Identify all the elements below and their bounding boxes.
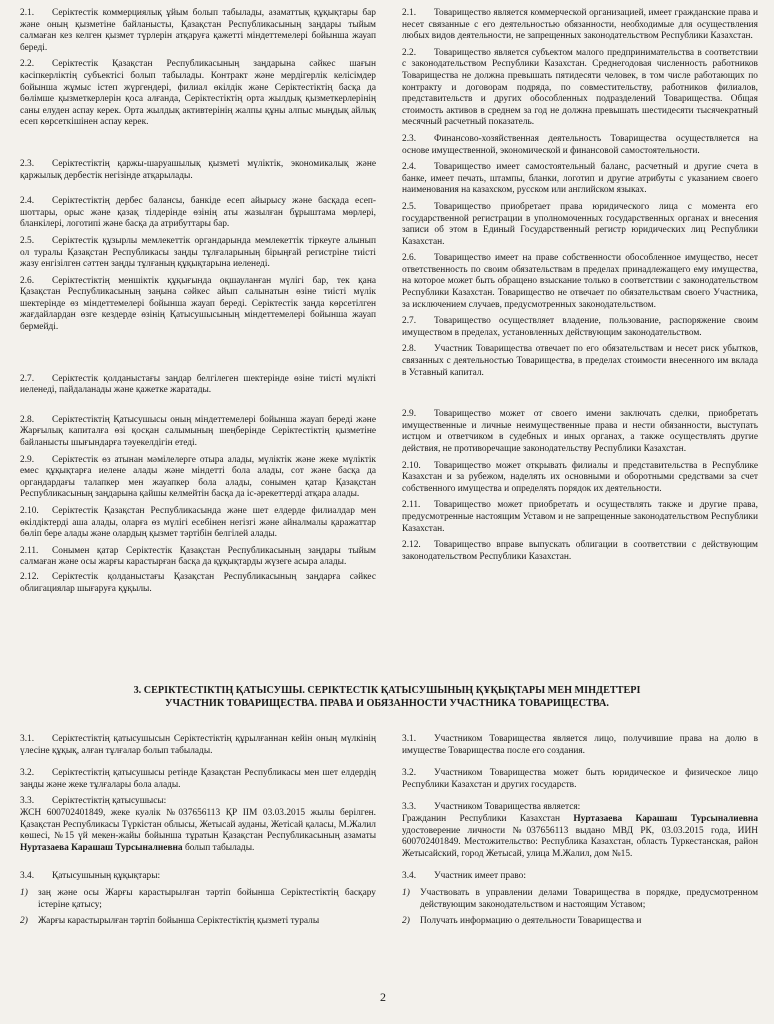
- section-heading-russian: УЧАСТНИК ТОВАРИЩЕСТВА. ПРАВА И ОБЯЗАННОСТИ УЧАСТНИКА ТОВАРИЩЕСТВА.: [165, 698, 609, 709]
- kazakh-column-section-3: [20, 734, 376, 933]
- paragraph: 3.2. Серіктестіктің қатысушысы ретінде Қазақстан Республикасы мен шет елдердің заңды және жеке тұлғалары бола алады.: [20, 768, 376, 790]
- paragraph-2-12: 2.12. Серіктестік қолданыстағы Қазақстан Республикасының заңдарға сәйкес облигациялар шығаруға құқылы.: [20, 571, 376, 594]
- paragraph-2-1: 2.1. Товарищество является коммерческой организацией, имеет гражданские права и несет связанные с его деятельностью обязанности, необходимые для осуществления любых видов деятельности, не запрещенных законодательством Республики Казахстан.: [402, 8, 758, 42]
- paragraph: 3.4. Қатысушының құқықтары:: [20, 871, 161, 882]
- paragraph-2-5: 2.5. Серіктестік құзырлы мемлекеттік органдарында мемлекеттік тіркеуге алынып ол туралы Қазақстан Республикасы заңды тұлғаларының бірыңғай регистріне тиісті жазу енгізілген сәттен заңды тұлғаның құқықтарына иеленеді.: [20, 235, 376, 270]
- list-item: 2) Получать информацию о деятельности Товарищества и: [402, 916, 642, 927]
- paragraph-2-5: 2.5. Товарищество приобретает права юридического лица с момента его государственной регистрации в уполномоченных государственных органах и внесения записи об этом в Единый Государственный регистр юридических лиц Республики Казахстан.: [402, 201, 758, 247]
- paragraph-2-10: 2.10. Серіктестік Қазақстан Республикасында және шет елдерде филиалдар мен өкілдіктерді аша алады, оларға өз мүлігі есебінен негізгі және айналмалы қаражаттар бөліп бере алады және олардың қызмет тәртібін белгілей алады.: [20, 506, 376, 540]
- russian-column-section-3: [402, 734, 758, 933]
- paragraph-2-1: 2.1. Серіктестік коммерциялық ұйым болып табылады, азаматтық құқықтары бар және оның қызметіне байланысты, Қазақстан Республикасының заңдары тыйым салмаған кез келген қызмет түрлерін атқаруға қажетті міндеттемелері бойынша жауап береді.: [20, 8, 376, 53]
- paragraph: 3.4. Участник имеет право:: [402, 871, 526, 882]
- participant-name: Нуртазаева Карашаш Турсыналиевна: [20, 842, 183, 853]
- participant-name: Нуртазаева Карашаш Турсыналиевна: [573, 813, 759, 824]
- paragraph-2-3: 2.3. Серіктестіктің қаржы-шаруашылық қызметі мүліктік, экономикалық және қаржылық дербестік негізінде атқарылады.: [20, 158, 376, 181]
- section-3-heading: [60, 684, 714, 710]
- paragraph-2-9: 2.9. Серіктестік өз атынан мәмілелерге отыра алады, мүліктік және жеке мүліктік емес құқықтарға иелене алады және міндетті бола алады, сот және басқа да органдардағы талапкер мен жауапкер бола алады, сонымен қатар Қазақстан Республикасының заңдарына қайшы келмейтін басқа да іс-әрекеттерді атқара алады.: [20, 454, 376, 500]
- paragraph-2-2: 2.2. Товарищество является субъектом малого предпринимательства в соответствии с законодательством Республики Казахстан. Среднегодовая численность работников Товарищества не должна превышать пятидесяти человек, в том числе работающих по контракту и договорам подряда, по совместительству, работников филиалов, представительств и других обособленных подразделений Товарищества. Общая стоимость активов в среднем за год не должна превышать шестидесяти тысячекратный месячный расчетный показатель.: [402, 47, 758, 128]
- paragraph-2-11: 2.11. Товарищество может приобретать и осуществлять также и другие права, предусмотренные настоящим Уставом и не запрещенные законодательством Республики Казахстан.: [402, 500, 758, 534]
- paragraph: 3.1. Участником Товарищества является лицо, получившие права на долю в имуществе Товарищества после его создания.: [402, 734, 758, 756]
- participant-details-russian: Гражданин Республики Казахстан Нуртазаева Карашаш Турсыналиевна удостоверение личности №037656113 выдано МВД РК, 03.03.2015 года, ИИН 600702401849. Местожительство: Республика Казахстан, область Туркестанская, район Жетысайский, город Жетысай, улица М.Жалил, дом №15.: [402, 813, 759, 859]
- paragraph: 3.2. Участником Товарищества может быть юридическое и физическое лицо Республики Казахстан и других государств.: [402, 768, 758, 790]
- paragraph-2-2: 2.2. Серіктестік Қазақстан Республикасының заңдарына сәйкес шағын кәсіпкерліктің субъектісі болып табылады. Контракт және мердігерлік келісімдер бойынша жұмыс істеп жүргендері, филиал өкілдік және Серіктестіктің басқа да бөлімше қызметкерлерін қоса алғанда, Серіктестіктің орта жылдық қызметкерлерінің саны елуден аспау керек. Орта жылдық активтерінің жалпы құны алпыс мыңдық айлық есеп көрсеткішінен аспау керек.: [20, 59, 376, 128]
- paragraph-2-7: 2.7. Товарищество осуществляет владение, пользование, распоряжение своим имуществом в пределах, установленных действующим законодательством.: [402, 316, 758, 338]
- list-item: 1) заң және осы Жарғы карастырылған тәртіп бойынша Серіктестіктің басқару істеріне қатысу;: [20, 887, 376, 910]
- paragraph-2-10: 2.10. Товарищество может открывать филиалы и представительства в Республике Казахстан и за рубежом, наделять их основными и оборотными средствами за счет собственного имущества и определять порядок их деятельности.: [402, 460, 758, 494]
- section-heading-kazakh: 3. СЕРІКТЕСТІКТІҢ ҚАТЫСУШЫ. СЕРІКТЕСТІК ҚАТЫСУШЫНЫҢ ҚҰҚЫҚТАРЫ МЕН МІНДЕТТЕРІ: [133, 685, 641, 696]
- paragraph-2-4: 2.4. Товарищество имеет самостоятельный баланс, расчетный и другие счета в банке, имеет печать, штампы, бланки, логотип и другие атрибуты с указанием своего наименования на казахском, русском или английском языках.: [402, 162, 758, 196]
- paragraph-2-9: 2.9. Товарищество может от своего имени заключать сделки, приобретать имущественные и личные неимущественные права и нести обязанности, выступать истцом и ответчиком в судебных и иных органах, а также осуществлять другие действия, не противоречащие законодательству Республики Казахстан.: [402, 409, 758, 454]
- list-item: 2) Жарғы карастырылған тәртіп бойынша Серіктестіктің қызметі туралы: [20, 916, 320, 927]
- paragraph: 3.1. Серіктестіктің қатысушысын Серіктестіктің құрылғаннан кейін оның мүлкінің үлесіне құқық, алған тұлғалар болып табылады.: [20, 734, 376, 756]
- paragraph-2-7: 2.7. Серіктестік қолданыстағы заңдар белгілеген шектерінде өзіне тиісті мүлікті иеленеді, пайдаланады және қажетке жаратады.: [20, 373, 376, 396]
- paragraph-2-6: 2.6. Товарищество имеет на праве собственности обособленное имущество, несет ответственность по своим обязательствам в пределах принадлежащего ему имущества, на которое может быть обращено взыскание только в соответствии с законодательством Республики Казахстан. Товарищество не отвечает по обязательствам своего Участника, за исключением случаев, предусмотренных законодательством.: [402, 253, 758, 310]
- kazakh-column-section-2: [20, 8, 376, 600]
- page-number: 2: [380, 990, 386, 1004]
- paragraph-2-4: 2.4. Серіктестіктің дербес балансы, банкіде есеп айырысу және басқада есеп-шоттары, орыс және қазақ тілдерінде өзінің аты жазылған бұрыштама мөрлері, бланкілері, логотипі және басқа да атрибуттары бар.: [20, 196, 376, 230]
- paragraph-2-8: 2.8. Серіктестіктің Қатысушысы оның міндеттемелері бойынша жауап береді және Жарғылық капиталға өзі қосқан салымының шеңберінде Серіктестіктің қызметіне байланысты шығындарға тәуекелдігін етеді.: [20, 414, 376, 449]
- paragraph-2-8: 2.8. Участник Товарищества отвечает по его обязательствам и несет риск убытков, связанных с деятельностью Товарищества, в пределах стоимости внесенного им вклада в Уставный капитал.: [402, 344, 758, 378]
- paragraph-2-12: 2.12. Товарищество вправе выпускать облигации в соответствии с действующим законодательством Республики Казахстан.: [402, 540, 758, 562]
- paragraph-2-3: 2.3. Финансово-хозяйственная деятельность Товарищества осуществляется на основе имущественной, экономической и финансовой самостоятельности.: [402, 133, 758, 156]
- paragraph-2-11: 2.11. Сонымен қатар Серіктестік Қазақстан Республикасының заңдары тыйым салмаған және осы жарғы карастырған басқа да құқықтарды жүзеге асыра алады.: [20, 545, 376, 568]
- list-item: 1) Участвовать в управлении делами Товарищества в порядке, предусмотренном действующим законодательством и настоящим Уставом;: [402, 887, 758, 910]
- paragraph: 3.3. Серіктестіктің қатысушысы:: [20, 796, 167, 807]
- participant-details-kazakh: ЖСН 600702401849, жеке куәлік №037656113 ҚР ІІМ 03.03.2015 жылы берілген. Қазақстан Республикасы Түркістан облысы, Жетысай ауданы, Жетісай қаласы, М.Жалил көшесі, №15 үй мекен-жайы бойынша тұратын Қазақстан Республикасының азаматы Нуртазаева Карашаш Турсыналиевна болып табылады.: [20, 807, 376, 853]
- russian-column-section-2: [402, 8, 758, 568]
- paragraph: 3.3. Участником Товарищества является:: [402, 802, 581, 813]
- paragraph-2-6: 2.6. Серіктестіктің меншіктік құқығында оқшауланған мүлігі бар, тек қана Қазақстан Республикасының заңына сәйкес айып салынатын өзіне тиісті мүлік шектерінде өз міндеттемелері бойынша жауап береді. Серіктестік заңда көрсетілген жағдайлардан өзге кездерде өзінің Қатысушысының міндеттемелері бойынша жауап бермейді.: [20, 275, 376, 333]
